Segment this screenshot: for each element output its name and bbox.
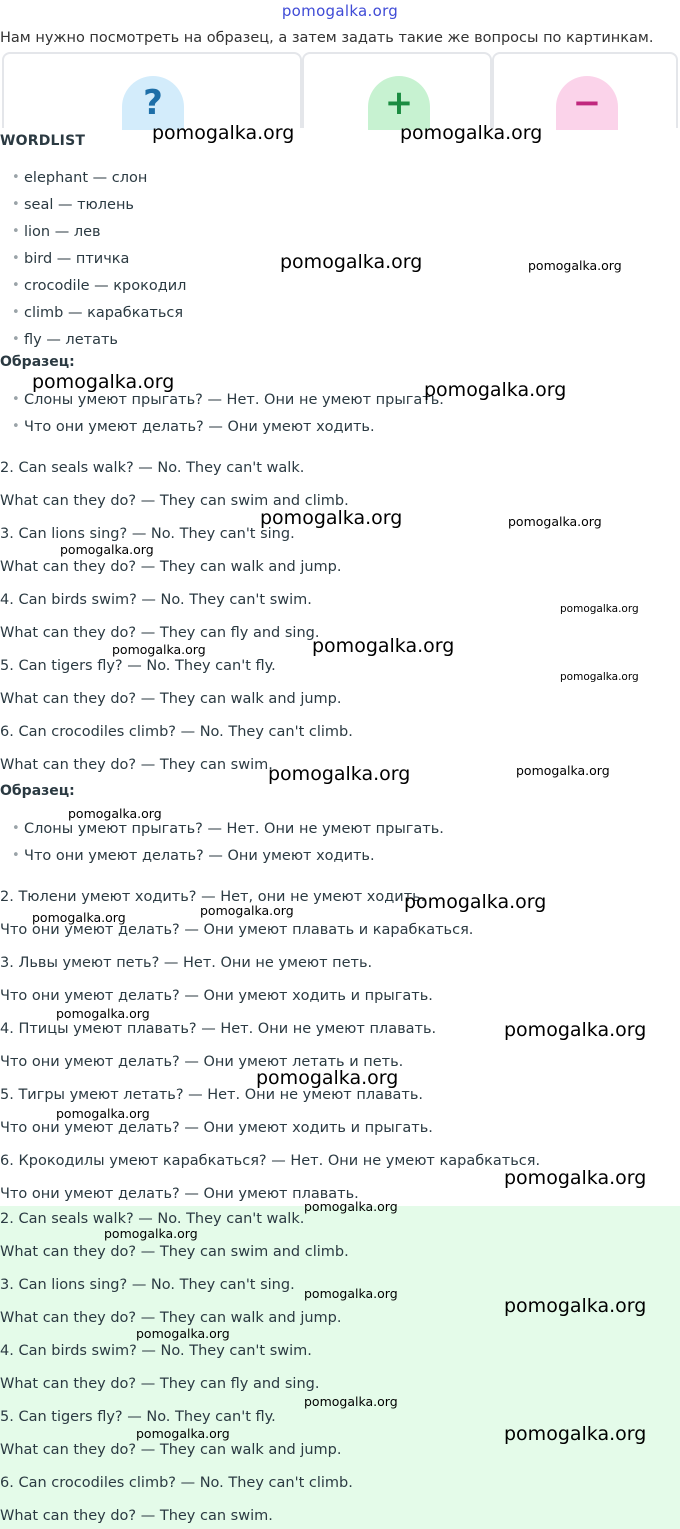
highlighted-answer-line: What can they do? — They can swim.: [0, 1508, 273, 1524]
watermark: pomogalka.org: [304, 1286, 398, 1301]
wordlist-item: • crocodile — крокодил: [0, 276, 186, 303]
answer-line: 5. Can tigers fly? — No. They can't fly.: [0, 658, 276, 674]
task-instruction: Нам нужно посмотреть на образец, а затем задать такие же вопросы по картинкам.: [0, 30, 654, 46]
sample-item: • Что они умеют делать? — Они умеют ходить.: [0, 846, 444, 873]
site-header-link[interactable]: pomogalka.org: [281, 2, 399, 20]
sample-item: • Слоны умеют прыгать? — Нет. Они не умеют прыгать.: [0, 390, 444, 417]
watermark: pomogalka.org: [60, 542, 154, 557]
sample-item: • Слоны умеют прыгать? — Нет. Они не умеют прыгать.: [0, 819, 444, 846]
watermark: pomogalka.org: [256, 1067, 399, 1089]
watermark: pomogalka.org: [304, 1199, 398, 1214]
watermark: pomogalka.org: [68, 806, 162, 821]
highlighted-answer-line: 5. Can tigers fly? — No. They can't fly.: [0, 1409, 276, 1425]
wordlist-item: • bird — птичка: [0, 249, 186, 276]
answer-line-ru: 6. Крокодилы умеют карабкаться? — Нет. Они не умеют карабкаться.: [0, 1153, 541, 1169]
minus-icon: −: [556, 76, 618, 130]
watermark: pomogalka.org: [56, 1106, 150, 1121]
answer-line: What can they do? — They can fly and sing.: [0, 625, 320, 641]
watermark: pomogalka.org: [504, 1019, 647, 1041]
watermark: pomogalka.org: [268, 763, 411, 785]
answer-cards: [0, 52, 680, 128]
answer-line: What can they do? — They can walk and jump.: [0, 691, 342, 707]
watermark: pomogalka.org: [400, 122, 543, 144]
watermark: pomogalka.org: [312, 635, 455, 657]
highlighted-answer-line: 2. Can seals walk? — No. They can't walk.: [0, 1211, 305, 1227]
sample-item: • Что они умеют делать? — Они умеют ходить.: [0, 417, 444, 444]
answer-line: What can they do? — They can swim.: [0, 757, 273, 773]
highlighted-answer-line: 4. Can birds swim? — No. They can't swim.: [0, 1343, 312, 1359]
highlighted-answer-line: What can they do? — They can swim and climb.: [0, 1244, 349, 1260]
watermark: pomogalka.org: [424, 379, 567, 401]
highlighted-answer-line: What can they do? — They can fly and sing.: [0, 1376, 320, 1392]
answer-line-ru: Что они умеют делать? — Они умеют плавать.: [0, 1186, 359, 1202]
sample-title: Образец:: [0, 354, 75, 370]
answer-line: 2. Can seals walk? — No. They can't walk.: [0, 460, 305, 476]
affirmative-card[interactable]: [302, 52, 492, 128]
watermark: pomogalka.org: [304, 1394, 398, 1409]
answer-line-ru: 2. Тюлени умеют ходить? — Нет, они не умеют ходить.: [0, 889, 426, 905]
wordlist-item: • seal — тюлень: [0, 195, 186, 222]
answer-line: 3. Can lions sing? — No. They can't sing.: [0, 526, 295, 542]
answer-line-ru: 5. Тигры умеют летать? — Нет. Они не умеют плавать.: [0, 1087, 424, 1103]
watermark: pomogalka.org: [260, 507, 403, 529]
watermark: pomogalka.org: [404, 891, 547, 913]
watermark: pomogalka.org: [508, 514, 602, 529]
wordlist-item: • elephant — слон: [0, 168, 186, 195]
watermark: pomogalka.org: [32, 371, 175, 393]
sample-list: [0, 390, 444, 444]
watermark: pomogalka.org: [504, 1295, 647, 1317]
answer-line-ru: 4. Птицы умеют плавать? — Нет. Они не умеют плавать.: [0, 1021, 437, 1037]
wordlist: [0, 168, 186, 357]
answer-line: 4. Can birds swim? — No. They can't swim.: [0, 592, 312, 608]
watermark: pomogalka.org: [528, 258, 622, 273]
answer-line-ru: Что они умеют делать? — Они умеют летать и петь.: [0, 1054, 404, 1070]
question-card[interactable]: [2, 52, 302, 128]
wordlist-title: WORDLIST: [0, 133, 86, 149]
watermark: pomogalka.org: [32, 910, 126, 925]
watermark: pomogalka.org: [104, 1226, 198, 1241]
answer-line: What can they do? — They can walk and jump.: [0, 559, 342, 575]
watermark: pomogalka.org: [504, 1423, 647, 1445]
negative-card[interactable]: [492, 52, 678, 128]
watermark: pomogalka.org: [152, 122, 295, 144]
highlighted-answer-line: What can they do? — They can walk and jump.: [0, 1310, 342, 1326]
watermark: pomogalka.org: [200, 903, 294, 918]
watermark: pomogalka.org: [56, 1006, 150, 1021]
wordlist-item: • fly — летать: [0, 330, 186, 357]
highlighted-answer-line: 6. Can crocodiles climb? — No. They can't climb.: [0, 1475, 353, 1491]
watermark: pomogalka.org: [112, 642, 206, 657]
watermark: pomogalka.org: [560, 603, 639, 615]
sample-list: [0, 819, 444, 873]
watermark: pomogalka.org: [516, 763, 610, 778]
highlighted-answer-line: 3. Can lions sing? — No. They can't sing.: [0, 1277, 295, 1293]
answer-line: What can they do? — They can swim and climb.: [0, 493, 349, 509]
answer-line-ru: 3. Львы умеют петь? — Нет. Они не умеют петь.: [0, 955, 373, 971]
watermark: pomogalka.org: [280, 251, 423, 273]
sample-title: Образец:: [0, 783, 75, 799]
watermark: pomogalka.org: [504, 1167, 647, 1189]
answer-line-ru: Что они умеют делать? — Они умеют ходить и прыгать.: [0, 1120, 433, 1136]
highlighted-answer-line: What can they do? — They can walk and jump.: [0, 1442, 342, 1458]
answer-line-ru: Что они умеют делать? — Они умеют ходить и прыгать.: [0, 988, 433, 1004]
plus-icon: +: [368, 76, 430, 130]
question-icon: ?: [122, 76, 184, 130]
answer-line: 6. Can crocodiles climb? — No. They can't climb.: [0, 724, 353, 740]
wordlist-item: • lion — лев: [0, 222, 186, 249]
watermark: pomogalka.org: [136, 1326, 230, 1341]
wordlist-item: • climb — карабкаться: [0, 303, 186, 330]
watermark: pomogalka.org: [136, 1426, 230, 1441]
watermark: pomogalka.org: [560, 671, 639, 683]
answer-line-ru: Что они умеют делать? — Они умеют плавать и карабкаться.: [0, 922, 474, 938]
